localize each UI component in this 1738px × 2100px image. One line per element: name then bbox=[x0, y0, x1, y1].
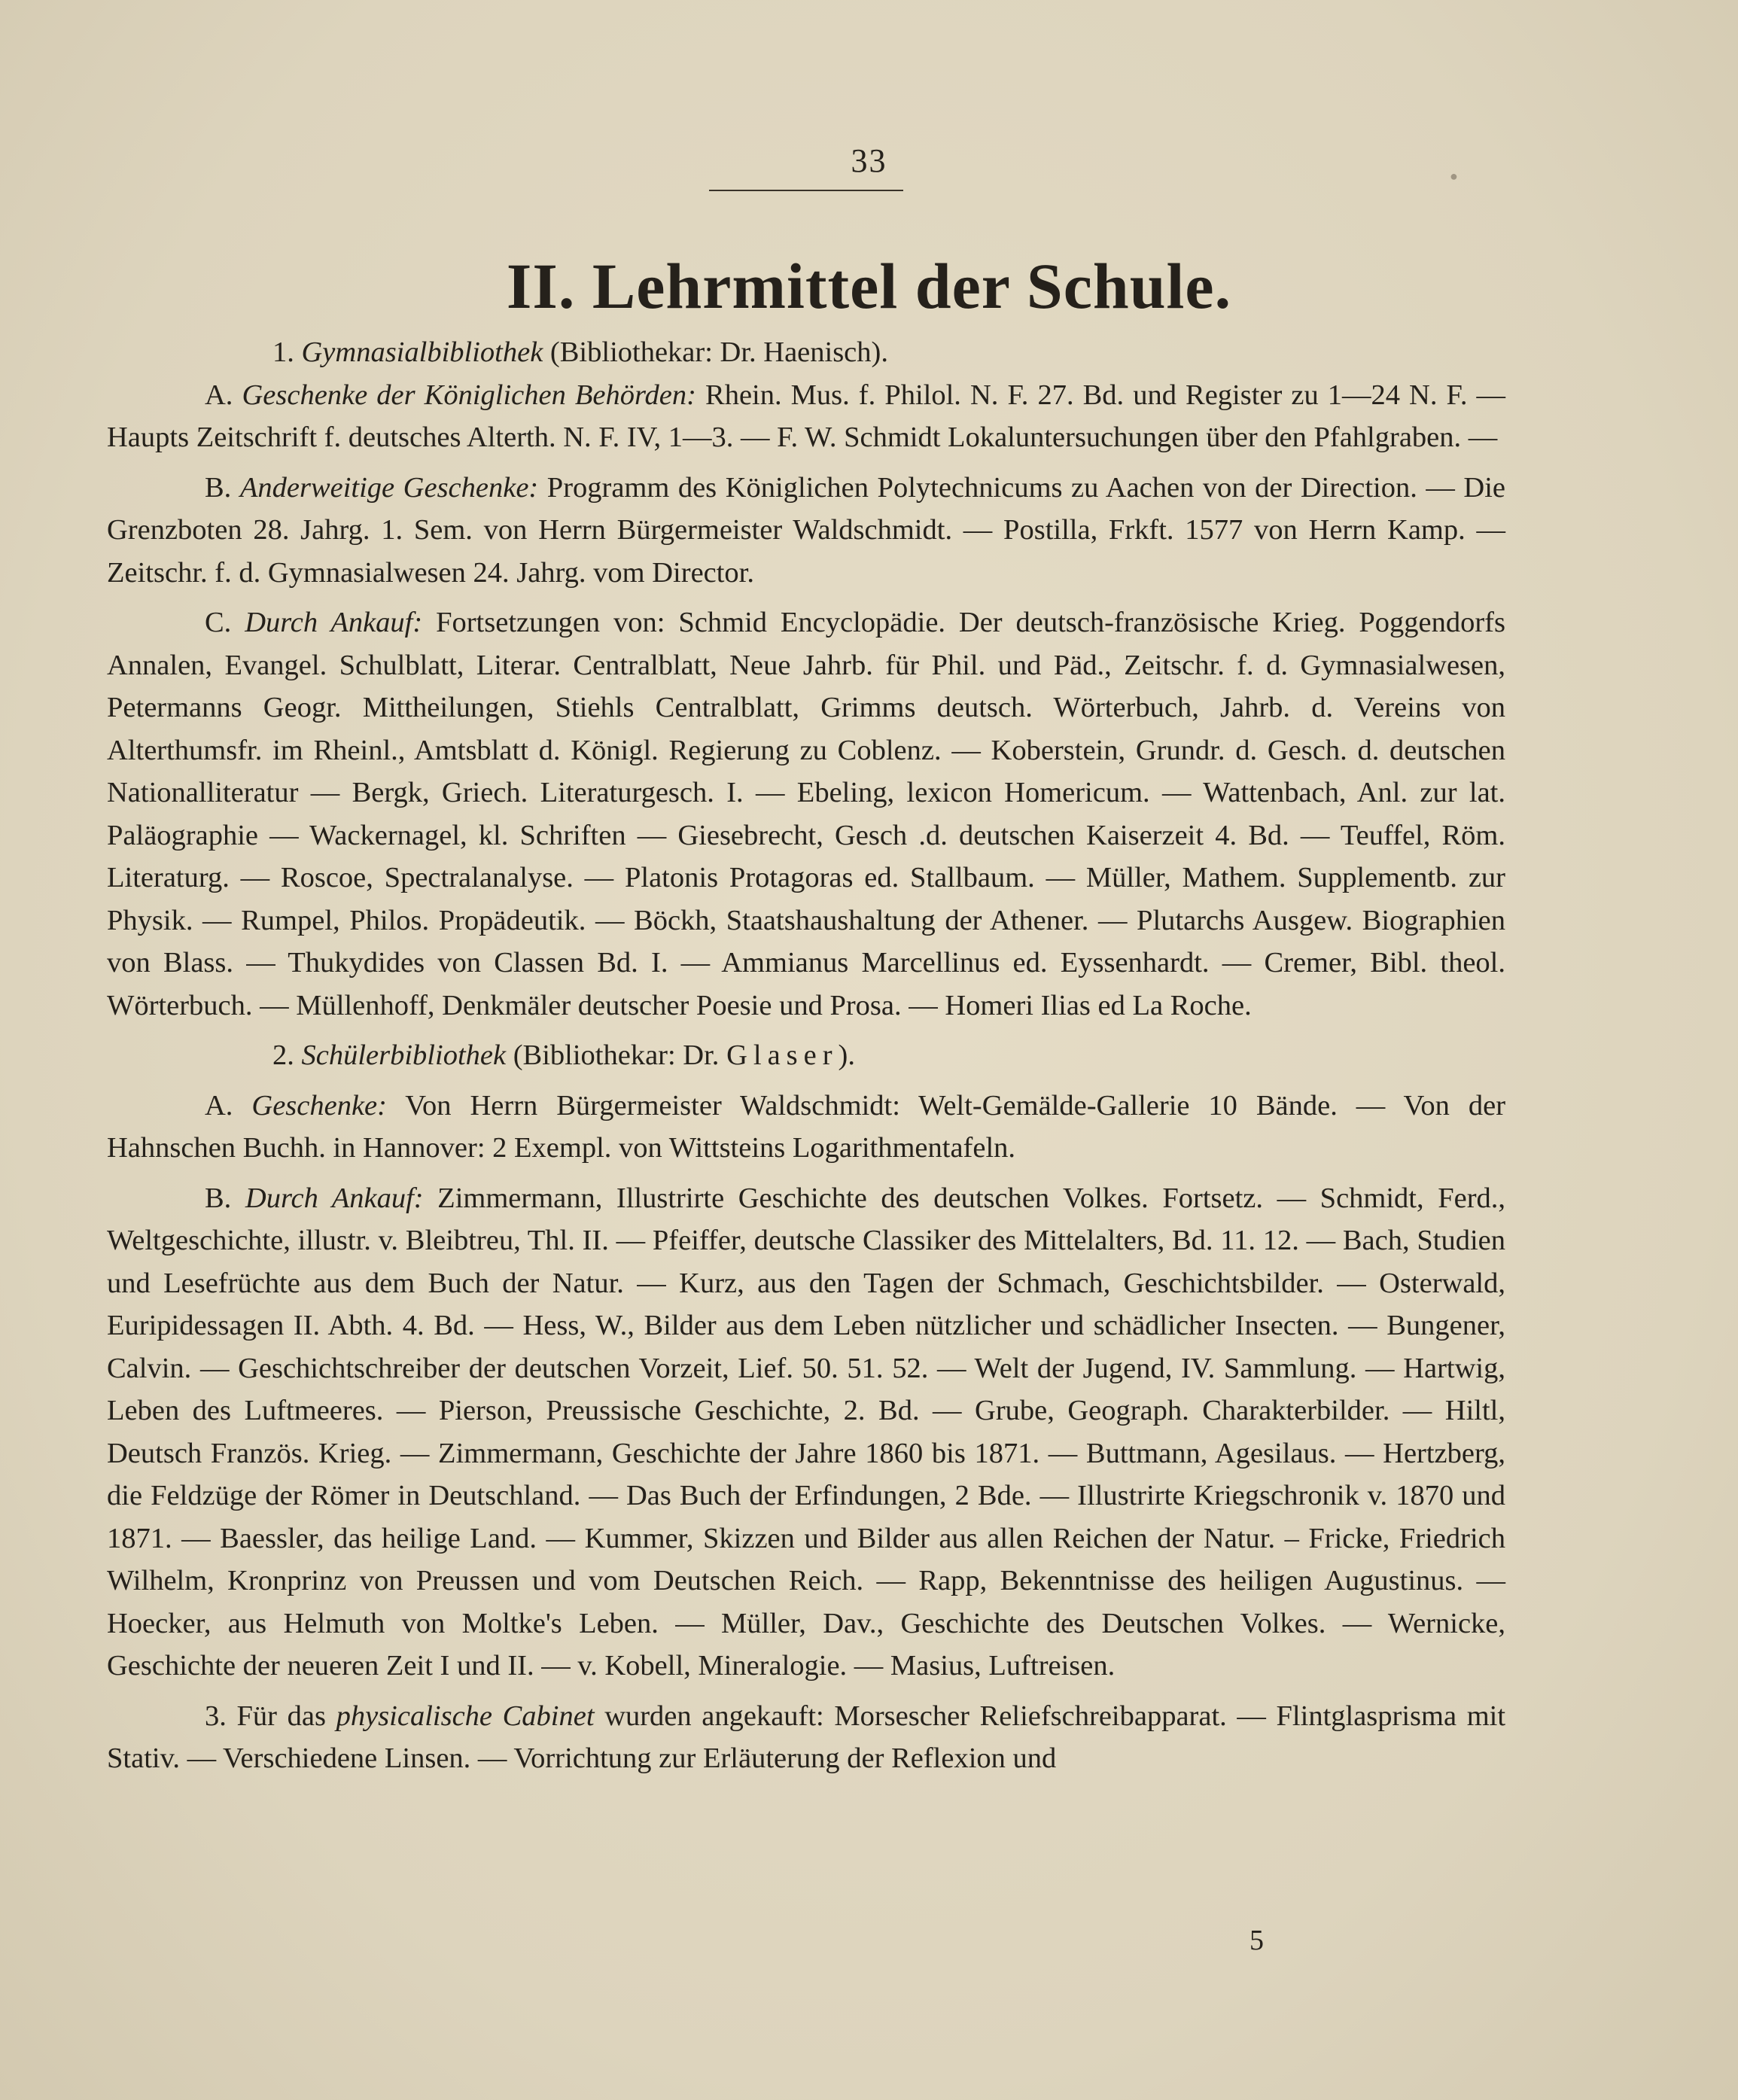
librarian-name: Glaser bbox=[726, 1039, 839, 1071]
paragraph-label: C. bbox=[205, 607, 232, 638]
section-number: 1. bbox=[272, 336, 294, 368]
smudge-mark: ● bbox=[1450, 169, 1458, 184]
paragraph-title: Anderweitige Geschenke: bbox=[239, 471, 539, 504]
signature-mark: 5 bbox=[1249, 1925, 1264, 1956]
paragraph-label: B. bbox=[205, 471, 232, 504]
page-number: 33 bbox=[851, 142, 887, 179]
paragraph-gifts-authorities bbox=[107, 374, 1505, 459]
page-number-rule bbox=[709, 190, 903, 191]
paragraph-other-gifts bbox=[107, 467, 1505, 595]
section-title: Gymnasialbibliothek bbox=[301, 336, 543, 368]
paragraph-purchases bbox=[107, 601, 1505, 1027]
student-library-title-line bbox=[107, 1034, 1505, 1077]
section-subtitle-start: (Bibliothekar: Dr. bbox=[513, 1039, 720, 1071]
paragraph-label: B. bbox=[205, 1182, 232, 1214]
section-title: Schülerbibliothek bbox=[301, 1039, 507, 1071]
paragraph-text: Rhein. Mus. f. Philol. N. F. 27. Bd. und Register zu 1—24 N. F. — Haupts Zeitschrift f. deutsches Alterth. N. F. IV, 1—3. — F. W. Schmidt Lokaluntersuchungen über den Pfahlgraben. — bbox=[107, 379, 1506, 453]
paragraph-title: Geschenke der Königlichen Behörden: bbox=[242, 379, 696, 411]
section-number: 2. bbox=[272, 1039, 294, 1071]
section-subtitle-end: ). bbox=[838, 1039, 855, 1071]
paragraph-label: A. bbox=[205, 379, 233, 411]
paragraph-student-gifts bbox=[107, 1085, 1505, 1170]
paragraph-title: Durch Ankauf: bbox=[245, 1182, 424, 1214]
paragraph-label: 3. bbox=[205, 1700, 227, 1732]
section-heading: II. Lehrmittel der Schule. bbox=[506, 250, 1232, 322]
paragraph-physics-cabinet bbox=[107, 1695, 1505, 1780]
paragraph-text: wurden angekauft: Morsescher Reliefschreibapparat. — Flintglasprisma mit Stativ. — Verschiedene Linsen. — Vorrichtung zur Erläuterung der Reflexion und bbox=[107, 1700, 1506, 1774]
paragraph-text: Zimmermann, Illustrirte Geschichte des deutschen Volkes. Fortsetz. — Schmidt, Ferd., Weltgeschichte, illustr. v. Bleibtreu, Thl. II. — Pfeiffer, deutsche Classiker des Mittelalters, Bd. 11. 12. — Bach, Studien und Lesefrüchte aus dem Buch der Natur. — Kurz, aus den Tagen der Schmach, Geschichtsbilder. — Osterwald, Euripidessagen II. Abth. 4. Bd. — Hess, W., Bilder aus dem Leben nützlicher und schädlicher Insecten. — Bungener, Calvin. — Geschichtschreiber der deutschen Vorzeit, Lief. 50. 51. 52. — Welt der Jugend, IV. Sammlung. — Hartwig, Leben des Luftmeeres. — Pierson, Preussische Geschichte, 2. Bd. — Grube, Geograph. Charakterbilder. — Hiltl, Deutsch Französ. Krieg. — Zimmermann, Geschichte der Jahre 1860 bis 1871. — Buttmann, Agesilaus. — Hertzberg, die Feldzüge der Römer in Deutschland. — Das Buch der Erfindungen, 2 Bde. — Illustrirte Kriegschronik v. 1870 und 1871. — Baessler, das heilige Land. — Kummer, Skizzen und Bilder aus allen Reichen der Natur. – Fricke, Friedrich Wilhelm, Kronprinz von Preussen und vom Deutschen Reich. — Rapp, Bekenntnisse des heiligen Augustinus. — Hoecker, aus Helmuth von Moltke's Leben. — Müller, Dav., Geschichte des Deutschen Volkes. — Wernicke, Geschichte der neueren Zeit I und II. — v. Kobell, Mineralogie. — Masius, Luftreisen. bbox=[107, 1182, 1506, 1682]
paragraph-title: physicalische Cabinet bbox=[336, 1700, 595, 1732]
paragraph-prefix: Für das bbox=[236, 1700, 326, 1732]
paragraph-label: A. bbox=[205, 1089, 233, 1122]
section-subtitle: (Bibliothekar: Dr. Haenisch). bbox=[549, 336, 888, 368]
paragraph-student-purchases bbox=[107, 1177, 1505, 1688]
paragraph-text: Von Herrn Bürgermeister Waldschmidt: Welt-Gemälde-Gallerie 10 Bände. — Von der Hahnschen Buchh. in Hannover: 2 Exempl. von Wittsteins Logarithmentafeln. bbox=[107, 1089, 1506, 1164]
paragraph-title: Geschenke: bbox=[251, 1089, 387, 1122]
document-body bbox=[107, 331, 1505, 1780]
paragraph-text: Fortsetzungen von: Schmid Encyclopädie. Der deutsch-französische Krieg. Poggendorfs Annalen, Evangel. Schulblatt, Literar. Centralblatt, Neue Jahrb. für Phil. und Päd., Zeitschr. f. d. Gymnasialwesen, Petermanns Geogr. Mittheilungen, Stiehls Centralblatt, Grimms deutsch. Wörterbuch, Jahrb. d. Vereins von Alterthumsfr. im Rheinl., Amtsblatt d. Königl. Regierung zu Coblenz. — Koberstein, Grundr. d. Gesch. d. deutschen Nationalliteratur — Bergk, Griech. Literaturgesch. I. — Ebeling, lexicon Homericum. — Wattenbach, Anl. zur lat. Paläographie — Wackernagel, kl. Schriften — Giesebrecht, Gesch .d. deutschen Kaiserzeit 4. Bd. — Teuffel, Röm. Literaturg. — Roscoe, Spectralanalyse. — Platonis Protagoras ed. Stallbaum. — Müller, Mathem. Supplementb. zur Physik. — Rumpel, Philos. Propädeutik. — Böckh, Staatshaushaltung der Athener. — Plutarchs Ausgew. Biographien von Blass. — Thukydides von Classen Bd. I. — Ammianus Marcellinus ed. Eyssenhardt. — Cremer, Bibl. theol. Wörterbuch. — Müllenhoff, Denkmäler deutscher Poesie und Prosa. — Homeri Ilias ed La Roche. bbox=[107, 607, 1505, 1021]
paragraph-title: Durch Ankauf: bbox=[245, 607, 423, 638]
paragraph-text: Programm des Königlichen Polytechnicums zu Aachen von der Direction. — Die Grenzboten 28. Jahrg. 1. Sem. von Herrn Bürgermeister Waldschmidt. — Postilla, Frkft. 1577 von Herrn Kamp. — Zeitschr. f. d. Gymnasialwesen 24. Jahrg. vom Director. bbox=[107, 471, 1506, 589]
library-title-line bbox=[107, 331, 1505, 374]
